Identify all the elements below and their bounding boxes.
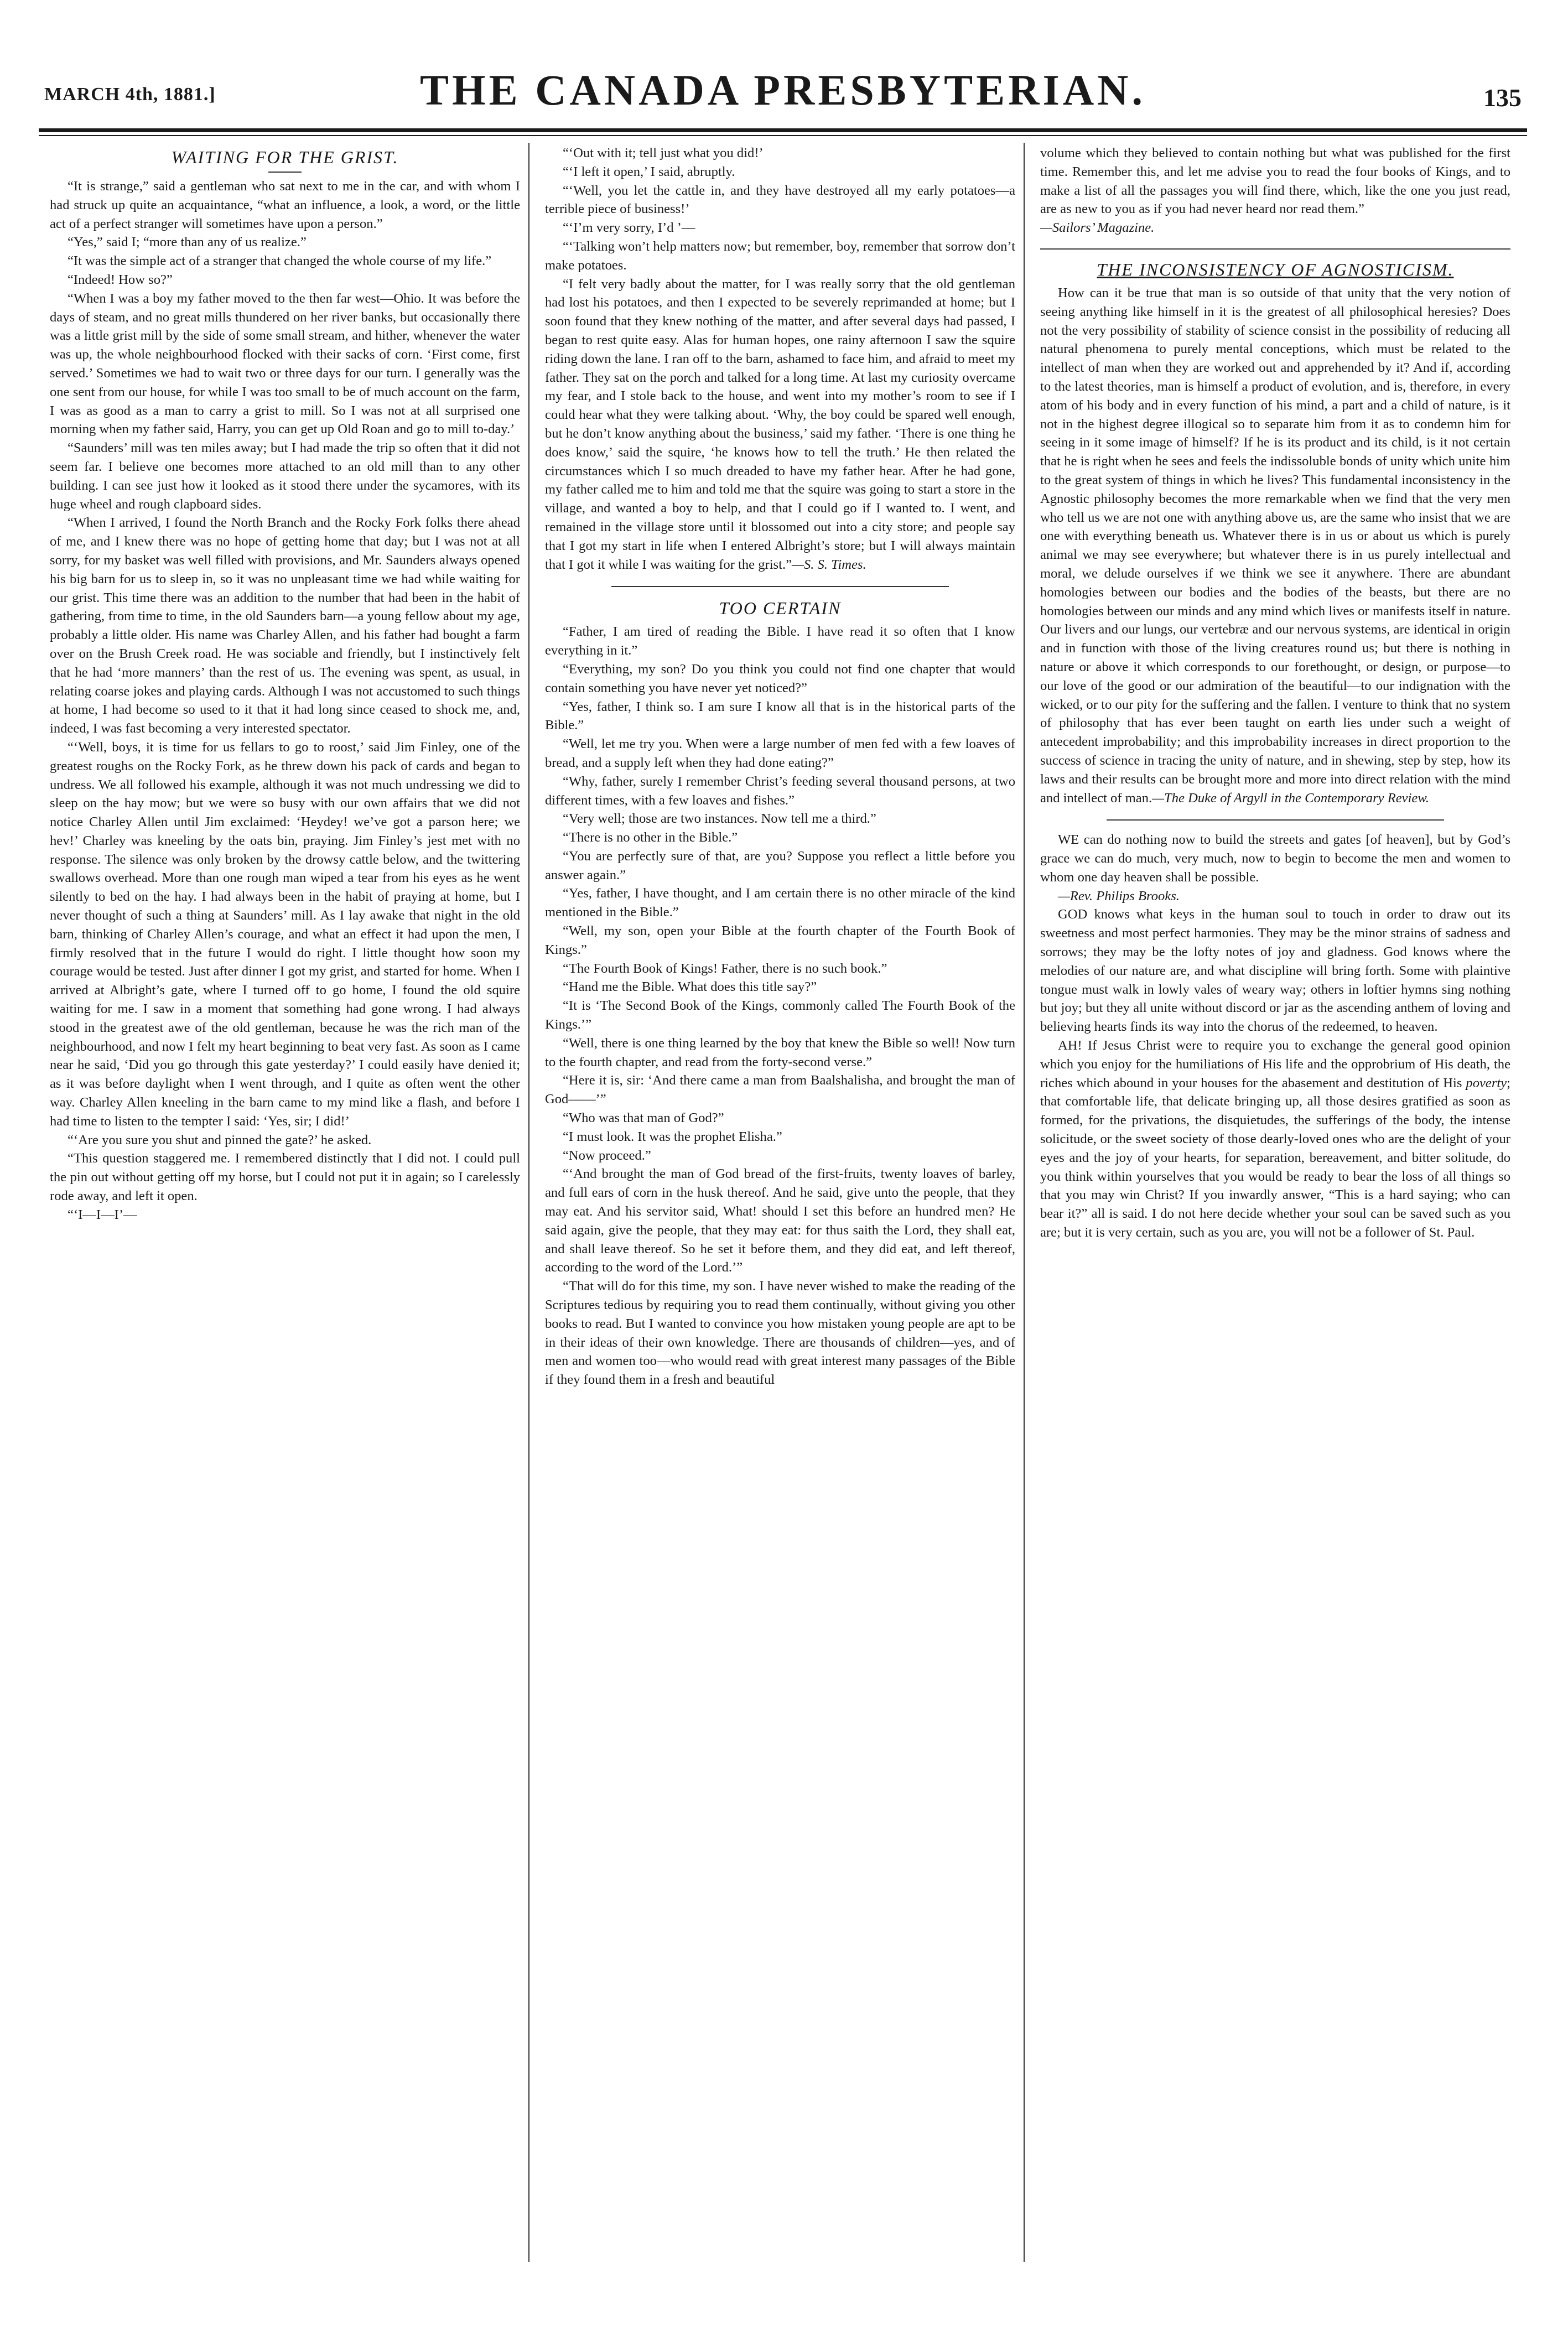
page-number: 135 (1483, 84, 1522, 112)
paragraph (545, 275, 1015, 574)
paragraph: “It is ‘The Second Book of the Kings, commonly called The Fourth Book of the Kings.’” (545, 998, 1015, 1032)
paragraph: “Now proceed.” (563, 1148, 651, 1163)
article-title-waiting-for-the-grist: WAITING FOR THE GRIST. (171, 147, 399, 167)
paragraph: “Here it is, sir: ‘And there came a man from Baalshalisha, and brought the man of God——’” (545, 1073, 1015, 1107)
paragraph: “‘Out with it; tell just what you did!’ (563, 146, 764, 160)
paragraph: “‘Talking won’t help matters now; but remember, boy, remember that sorrow don’t make potatoes. (545, 238, 1015, 273)
paragraph: “It was the simple act of a stranger that changed the whole course of my life.” (68, 253, 492, 269)
paragraph: volume which they believed to contain nothing but what was published for the first time. Remember this, and let me advise you to read the four books of Kings, and to make a list of all the passages you will find there, which, like the one you just read, are as new to you as if you had never heard nor read them.” (1040, 146, 1510, 217)
newspaper-title: THE CANADA PRESBYTERIAN. (419, 66, 1146, 114)
paragraph: “‘I’m very sorry, I’d ’— (563, 220, 695, 236)
paragraph-text: “I felt very badly about the matter, for I was really sorry that the old gentleman had lost his potatoes, and then I expected to be severely reprimanded at home; but I soon found that they knew nothing of the matter, and after several days had passed, I began to rest quite easy. Alas for human hopes, one rainy afternoon I saw the squire riding down the lane. I ran off to the barn, ashamed to face him, and afraid to meet my father. They sat on the porch and talked for a long time. At last my curiosity overcame my fear, and I stole back to the house, and went into my mother’s room to see if I could hear what they were talking about. ‘Why, the boy could be spared well enough, but he don’t know anything about the business,’ said my father. ‘There is one thing he does know,’ said the squire, ‘he knows how to tell the truth.’ He then related the circumstances which I so much dreaded to have my father hear. After he had gone, my father called me to him and told me that the squire was going to start a store in the village, and wanted a boy to help, and that I could go if I wanted to. I went, and remained in the village store until it blossomed out into a city store; and people say that I got my start in life when I entered Albright’s store; but I will always maintain that I got it while I was waiting for the grist.” (545, 276, 1015, 572)
paragraph: “Hand me the Bible. What does this title say?” (563, 979, 817, 995)
paragraph-text: How can it be true that man is so outside of that unity that the very notion of seeing anything like himself in it is the greatest of all philosophical heresies? Does not the very possibility of stability of science consist in the possibility of reducing all natural phenomena to purely mental conceptions, which must be related to the intellect of man when they are worked out and apprehended by it? And if, according to the latest theories, man is himself a product of evolution, and is, therefore, in every atom of his body and in every function of his mind, a part and a child of nature, is it not in the highest degree illogical so to separate him from it as to condemn him for seeing in it some image of himself? If he is its product and its child, is it not certain that he is right when he sees and feels the indissoluble bonds of unity which unite him to the great system of things in which he lives? This fundamental inconsistency in the Agnostic philosophy becomes the more remarkable when we find that the very men who tell us we are not one with anything above us, are the same who insist that we are one with everything beneath us. Whatever there is in us or about us which is purely animal we may see everywhere; but whatever there is in us purely intellectual and moral, we delude ourselves if we think we see it anywhere. There are abundant homologies between our bodies and the bodies of the beasts, but there are no homologies between our minds and any mind which lives or manifests itself in nature. Our livers and our lungs, our vertebræ and our nervous systems, are identical in origin and in function with those of the living creatures round us; but there is nothing in nature or above it which corresponds to our forethought, or design, or purpose—to our love of the good or our admiration of the beautiful—to our indignation with the wicked, or to our pity for the suffering and the fallen. I venture to think that no system of philosophy that has ever been taught on earth lies under such a weight of antecedent improbability; and this improbability increases in direct proportion to the success of science in tracing the unity of nature, and in shewing, step by step, how its laws and their results can be brought more and more into direct relation with the mind and intellect of man. (1040, 285, 1510, 806)
article-separator (1107, 819, 1444, 821)
paragraph: “Yes, father, I have thought, and I am certain there is no other miracle of the kind mentioned in the Bible.” (545, 886, 1015, 920)
masthead (39, 61, 1527, 133)
paragraph-text: ; that comfortable life, that delicate bringing up, all those desires gratified as soon as formed, for the privations, the disquietudes, the sufferings of the body, the intense solicitude, or the sweet society of those dearly-loved ones who are the delight of your eyes and the joy of your hearts, for separation, bereavement, and bitter solitude, do you think within yourselves that you would be ready to bear the loss of all things so that you may win Christ? If you inwardly answer, “This is a hard saying; who can bear it?” all is said. I do not here decide whether your soul can be saved such as you are; but it is very certain, such as you are, you will not be a follower of St. Paul. (1040, 1075, 1510, 1240)
paragraph: “Yes, father, I think so. I am sure I know all that is in the historical parts of the Bible.” (545, 699, 1015, 733)
italic-word: poverty (1466, 1075, 1507, 1091)
paragraph: “You are perfectly sure of that, are you? Suppose you reflect a little before you answer again.” (545, 848, 1015, 882)
title-underline (268, 172, 302, 173)
paragraph (1040, 1036, 1510, 1242)
paragraph: “Very well; those are two instances. Now tell me a third.” (563, 811, 876, 827)
column-divider (528, 143, 529, 2262)
article-separator (611, 586, 949, 587)
paragraph: “When I arrived, I found the North Branch and the Rocky Fork folks there ahead of me, and I knew there was no hope of getting home that day; but I was not at all sorry, for my basket was well filled with provisions, and Mr. Saunders always opened his big barn for us to sleep in, so it was no unpleasant time we had while waiting for our grist. This time there was an addition to the number that had been in the habit of gathering, from time to time, in the old Saunders barn—a young fellow about my age, probably a little older. His name was Charley Allen, and his father had bought a farm over on the Brush Creek road. He was sociable and friendly, but I instinctively felt that he had ‘more manners’ than the rest of us. The evening was spent, as usual, in relating coarse jokes and playing cards. Although I was not accustomed to such things at home, I had become so used to it that it had long since ceased to shock me, and, indeed, I was fast becoming a very interested spectator. (50, 515, 520, 736)
paragraph: “Indeed! How so?” (68, 272, 173, 287)
paragraph: “Who was that man of God?” (563, 1110, 724, 1126)
paragraph: WE can do nothing now to build the streets and gates [of heaven], but by God’s grace we can do much, very much, now to begin to become the men and women to whom one day heaven shall be possible. (1040, 832, 1510, 885)
source-attribution: —The Duke of Argyll in the Contemporary Review. (1152, 790, 1430, 806)
paragraph: “There is no other in the Bible.” (563, 830, 738, 845)
paragraph-text: AH! If Jesus Christ were to require you to exchange the general good opinion which you enjoy for the humiliations of His life and the opprobrium of His death, the riches which abound in your houses for the abasement and destitution of His (1040, 1038, 1510, 1091)
paragraph: “Well, there is one thing learned by the boy that knew the Bible so well! Now turn to the fourth chapter, and read from the forty-second verse.” (545, 1035, 1015, 1070)
paragraph: “Why, father, surely I remember Christ’s feeding several thousand persons, at two different times, with a few loaves and fishes.” (545, 773, 1015, 808)
source-attribution: —S. S. Times. (792, 557, 866, 572)
paragraph: “‘And brought the man of God bread of the first-fruits, twenty loaves of barley, and full ears of corn in the husk thereof. And he said, give unto the people, that they may eat. And his servitor said, What! should I set this before an hundred men? He said again, give the people, that they may eat: for thus saith the Lord, they shall eat, and shall leave thereof. So he set it before them, and they did eat, and left thereof, according to the word of the Lord.’” (545, 1166, 1015, 1275)
paragraph: “This question staggered me. I remembered distinctly that I did not. I could pull the pin out without getting off my horse, but I could not put it in again; so I carelessly rode away, and left it open. (50, 1151, 520, 1204)
paragraph: “Saunders’ mill was ten miles away; but I had made the trip so often that it did not seem far. I believe one becomes more attached to an old mill than to any other building. I can see just how it looked as it stood there under the sycamores, with its huge wheel and rough clapboard sides. (50, 440, 520, 512)
paragraph: “‘I—I—I’— (68, 1207, 137, 1222)
column-2 (545, 144, 1015, 2268)
column-divider (1024, 143, 1025, 2262)
masthead-rule-thin (39, 135, 1527, 136)
paragraph: “Well, let me try you. When were a large number of men fed with a few loaves of bread, and a supply left when they had done eating?” (545, 736, 1015, 770)
paragraph (1040, 284, 1510, 807)
paragraph: GOD knows what keys in the human soul to touch in order to draw out its sweetness and most perfect harmonies. They may be the minor strains of sadness and sorrows; they may be the lofty notes of joy and gladness. God knows where the melodies of our nature are, and what discipline will bring forth. Some with plaintive tongue must walk in lowly vales of weary way; others in loftier hymns sing nothing but joy; but they all unite without discord or jar as the ascending anthem of loving and believing hearts finds its way into the chorus of the redeemed, to heaven. (1040, 907, 1510, 1035)
column-3 (1040, 144, 1510, 2268)
article-title-inconsistency-of-agnosticism: THE INCONSISTENCY OF AGNOSTICISM. (1097, 259, 1454, 279)
paragraph: “‘I left it open,’ I said, abruptly. (563, 164, 735, 179)
article-title-too-certain: TOO CERTAIN (719, 598, 842, 619)
article-separator (1040, 248, 1510, 250)
paragraph: “‘Well, boys, it is time for us fellars to go to roost,’ said Jim Finley, one of the greatest roughs on the Rocky Fork, as he threw down his pack of cards and began to undress. We all followed his example, although it was not much undressing we did to sleep on the hay mow; but we were so busy with our own affairs that we did not notice Charley Allen until Jim exclaimed: ‘Heydey! we’ve got a parson here; we hev!’ Charley was kneeling by the oats bin, praying. Jim Finley’s jest met with no response. The silence was only broken by the drowsy cattle below, and the twittering swallows overhead. More than one rough man wiped a tear from his eyes as he went silently to bed on the hay. I had always been in the habit of praying at home, but I never thought of such a thing at Saunders’ mill. As I lay awake that night in the old barn, thinking of Charley Allen’s courage, and what an effect it had upon the men, I firmly resolved that in the future I would do right. I little thought how soon my courage would be tested. Just after dinner I got my grist, and started for home. When I arrived at Albright’s gate, where I turned off to go home, I found the old squire waiting for me. I saw in a moment that something had gone wrong. I had always stood in the greatest awe of the old gentleman, because he was the rich man of the neighbourhood, and now I felt my heart beginning to beat very fast. As soon as I came near he said, ‘Did you go through this gate yesterday?’ I could easily have denied it; as it was before daylight when I went through, and I quite as often went the other way. Charley Allen kneeling in the barn came to my mind like a flash, and before I had time to listen to the tempter I said: ‘Yes, sir; I did!’ (50, 739, 520, 1129)
paragraph: “‘Are you sure you shut and pinned the gate?’ he asked. (68, 1132, 372, 1148)
paragraph: “When I was a boy my father moved to the then far west—Ohio. It was before the days of steam, and no great mills thundered on her river banks, but occasionally there was a little grist mill by the side of some small stream, and hither, whenever the water was up, the whole neighbourhood flocked with their sacks of corn. ‘First come, first served.’ Sometimes we had to wait two or three days for our turn. I generally was the one sent from our house, for while I was too small to be of much account on the farm, I was as good as a man to carry a grist to mill. So I was not at all surprised one morning when my father said, Harry, you can get up Old Roan and go to mill to-day.’ (50, 290, 520, 437)
source-attribution: —Sailors’ Magazine. (1040, 220, 1155, 236)
paragraph: “Father, I am tired of reading the Bible. I have read it so often that I know everything in it.” (545, 624, 1015, 658)
issue-date: MARCH 4th, 1881.] (44, 84, 216, 105)
paragraph: “The Fourth Book of Kings! Father, there is no such book.” (563, 961, 887, 976)
paragraph: “I must look. It was the prophet Elisha.” (563, 1129, 782, 1144)
masthead-rule-thick (39, 128, 1527, 132)
column-1 (50, 144, 520, 2268)
paragraph: “Everything, my son? Do you think you could not find one chapter that would contain something you have never yet noticed?” (545, 661, 1015, 695)
source-attribution: —Rev. Philips Brooks. (1058, 888, 1180, 904)
paragraph: “It is strange,” said a gentleman who sat next to me in the car, and with whom I had struck up quite an acquaintance, “what an influence, a look, a word, or the little act of a perfect stranger will sometimes have upon a person.” (50, 179, 520, 231)
paragraph: “Yes,” said I; “more than any of us realize.” (68, 235, 307, 250)
paragraph: “Well, my son, open your Bible at the fourth chapter of the Fourth Book of Kings.” (545, 923, 1015, 957)
paragraph: “‘Well, you let the cattle in, and they have destroyed all my early potatoes—a terrible piece of business!’ (545, 183, 1015, 217)
paragraph: “That will do for this time, my son. I have never wished to make the reading of the Scriptures tedious by requiring you to read them continually, without giving you other books to read. But I wanted to convince you how mistaken young people are apt to be in their ideas of their own knowledge. There are thousands of children—yes, and of men and women too—who would read with great interest many passages of the Bible if they found them in a fresh and beautiful (545, 1279, 1015, 1388)
